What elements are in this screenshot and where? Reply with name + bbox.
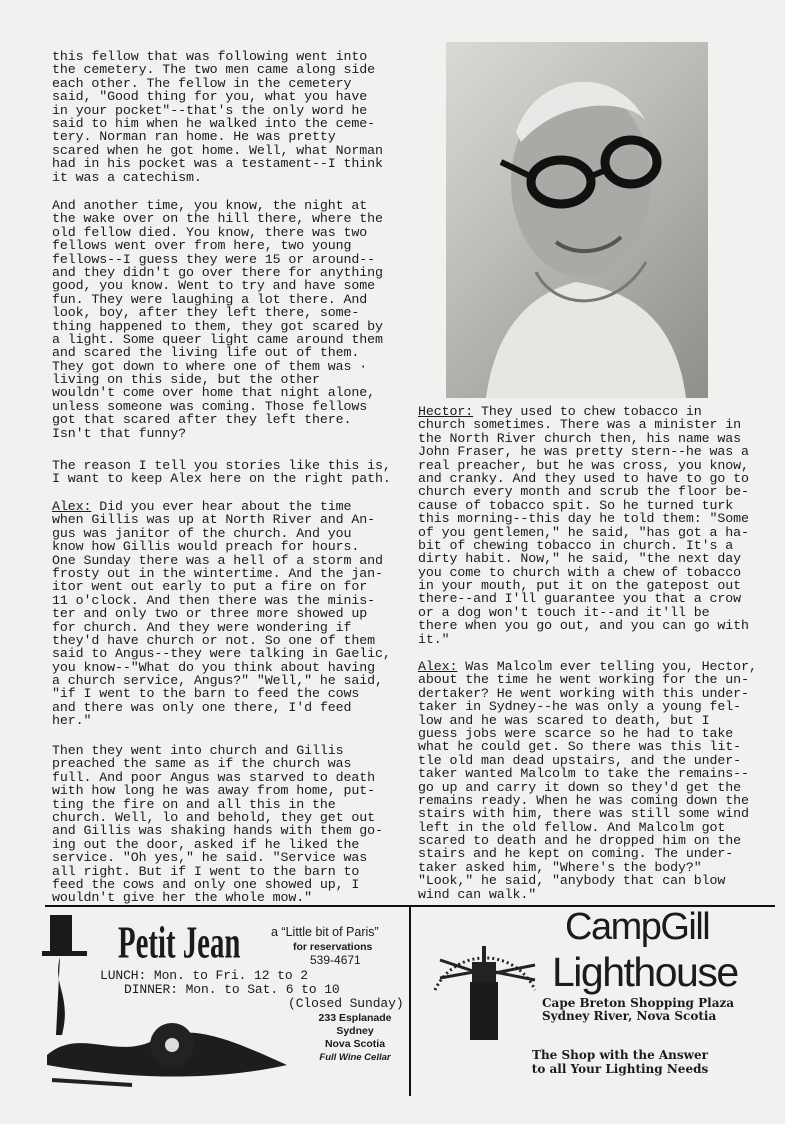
reservations-label: for reservations	[293, 941, 373, 953]
text-line	[418, 405, 749, 418]
portrait-illustration	[446, 42, 708, 398]
text-line: wouldn't come over home that night alone,	[52, 385, 376, 401]
text-line: a light. Some queer light came around them	[52, 331, 383, 347]
text-line: One Sunday there was a hell of a storm and	[52, 552, 383, 568]
paragraph	[52, 500, 391, 728]
text-line: and there was only one there, I'd feed	[52, 699, 352, 715]
text-line: preached the same as if the church was	[52, 756, 352, 772]
text-line: and Gillis was shaking hands with them go-	[52, 823, 383, 839]
text-line: frosty out in the wintertime. And the jan-	[52, 565, 383, 581]
text-line: wind can walk."	[418, 886, 537, 902]
text-line: They got down to where one of them was ·	[52, 358, 368, 374]
text-line: guess jobs were scarce so he had to take	[418, 725, 734, 741]
text-line: bit of chewing tobacco in church. It's a	[418, 537, 734, 553]
plaza: Cape Breton Shopping Plaza	[542, 996, 735, 1010]
text-line: dertaker? He went working with this under-	[418, 685, 749, 701]
text-line: go up and carry it down so they'd get the	[418, 779, 742, 795]
line-text: Was Malcolm ever telling you, Hector,	[457, 659, 757, 674]
text-line: what he could get. So there was this lit-	[418, 739, 742, 755]
text-line: the wake over on the hill there, where the	[52, 211, 383, 227]
tagline: a “Little bit of Paris”	[271, 925, 379, 939]
text-line: "if I went to the barn to feed the cows	[52, 686, 360, 702]
line-text: Did you ever hear about the time	[91, 499, 352, 514]
text-line: feed the cows and only one showed up, I	[52, 876, 360, 892]
text-line: "Look," he said, "anybody that can blow	[418, 873, 726, 889]
text-line: church every month and scrub the floor be-	[418, 484, 749, 500]
text-line: with how long he was away from home, put-	[52, 783, 376, 799]
portrait-photo	[446, 42, 708, 398]
text-line: the cemetery. The two men came along side	[52, 62, 376, 78]
text-line: Then they went into church and Gillis	[52, 743, 344, 758]
lunch-hours: LUNCH: Mon. to Fri. 12 to 2	[100, 968, 308, 983]
street-address: 233 Esplanade	[318, 1012, 392, 1024]
text-line: each other. The fellow in the cemetery	[52, 75, 352, 91]
text-line: a church service, Angus?" "Well," he said,	[52, 673, 383, 689]
text-line: her."	[52, 713, 92, 729]
paragraph	[52, 199, 383, 440]
text-line: cause of tobacco spit. So he turned turk	[418, 497, 734, 513]
text-line: service. "Oh yes," he said. "Service was	[52, 850, 368, 866]
text-line: real preacher, but he was cross, you know,	[418, 457, 749, 473]
text-line: tery. Norman ran home. He was pretty	[52, 129, 336, 145]
text-line: it was a catechism.	[52, 169, 202, 185]
text-line: taker in Sydney--he was only a young fel-	[418, 699, 742, 715]
text-line: 11 o'clock. And then there was the minis-	[52, 592, 376, 608]
petit-jean-logo: Petit Jean	[118, 917, 241, 968]
address-block	[300, 1012, 410, 1064]
paragraph	[52, 50, 383, 184]
text-line: Isn't that funny?	[52, 425, 186, 441]
text-line: had in his pocket was a testament--I think	[52, 156, 383, 172]
text-line: look, boy, after they left there, some-	[52, 305, 360, 321]
text-line: and they didn't go over there for anything	[52, 264, 383, 280]
text-line: the North River church then, his name was	[418, 430, 742, 446]
text-line: and cranky. And they used to have to go to	[418, 470, 749, 486]
text-line: taker wanted Malcolm to take the remains--	[418, 766, 749, 782]
text-line: fellows went over from here, two young	[52, 238, 352, 254]
paragraph	[418, 405, 749, 646]
text-line: it."	[418, 631, 450, 647]
speaker-label: Hector:	[418, 404, 474, 419]
text-line: scared to death and he dropped him on the	[418, 833, 742, 849]
text-line: left in the old fellow. And Malcolm got	[418, 819, 726, 835]
text-line: scared when he got home. Well, what Norman	[52, 142, 383, 158]
text-line: said to Angus--they were talking in Gaelic,	[52, 646, 391, 662]
location-block	[542, 997, 734, 1023]
text-line: this fellow that was following went into	[52, 49, 368, 64]
text-line: church sometimes. There was a minister in	[418, 417, 742, 433]
text-line: you come to church with a chew of tobacco	[418, 564, 742, 580]
text-line	[418, 660, 757, 673]
text-line: good, you know. Went to try and have some	[52, 278, 376, 294]
text-line: for church. And they were wondering if	[52, 619, 352, 635]
text-line: all right. But if I went to the barn to	[52, 863, 360, 879]
line-text: They used to chew tobacco in	[473, 404, 702, 419]
text-line: there--and I'll guarantee you that a crow	[418, 591, 742, 607]
text-line: know how Gillis would preach for hours.	[52, 539, 360, 555]
text-line: ter and only two or three more showed up	[52, 606, 368, 622]
text-line: thing happened to them, they got scared by	[52, 318, 383, 334]
campgill-name: CampGill	[565, 906, 710, 948]
text-line: you know--"What do you think about having	[52, 659, 376, 675]
dinner-hours: DINNER: Mon. to Sat. 6 to 10	[124, 982, 340, 997]
text-line	[52, 500, 391, 513]
ad-divider-vertical	[409, 906, 411, 1096]
text-line: unless someone was coming. Those fellows	[52, 398, 368, 414]
text-line: ing out the door, asked if he liked the	[52, 836, 360, 852]
text-line: they'd have church or not. So one of them	[52, 632, 376, 648]
text-line: John Fraser, he was pretty stern--he was a	[418, 444, 749, 460]
text-line: got that scared after they left there.	[52, 412, 352, 428]
text-line: said to him when he walked into the ceme-	[52, 115, 376, 131]
wine-cellar-note: Full Wine Cellar	[319, 1052, 391, 1063]
text-line: this morning--this day he told them: "Some	[418, 511, 749, 527]
text-line: remains ready. When he was coming down the	[418, 792, 749, 808]
text-line: old fellow died. You know, there was two	[52, 224, 368, 240]
paragraph	[418, 660, 757, 901]
text-line: and scared the living life out of them.	[52, 345, 360, 361]
text-line: of you gentlemen," he said, "has got a ha-	[418, 524, 749, 540]
paragraph	[52, 459, 391, 486]
closed-note: (Closed Sunday)	[288, 996, 404, 1011]
slogan-line-2: to all Your Lighting Needs	[531, 1062, 709, 1076]
city: Sydney	[336, 1025, 374, 1037]
province: Nova Scotia	[324, 1038, 386, 1050]
paragraph	[52, 744, 383, 905]
slogan	[500, 1048, 740, 1076]
text-line: stairs and he kept on coming. The under-	[418, 846, 734, 862]
text-line: living on this side, but the other	[52, 372, 320, 388]
text-line: I want to keep Alex here on the right path.	[52, 471, 391, 487]
text-line: ting the fire on and all this in the	[52, 796, 336, 812]
text-line: And another time, you know, the night at	[52, 198, 368, 213]
text-line: fun. They were laughing a lot there. And	[52, 291, 368, 307]
text-line: itor went out early to put a fire on for	[52, 579, 368, 595]
text-line: in your pocket"--that's the only word he	[52, 102, 368, 118]
text-line: said, "Good thing for you, what you have	[52, 89, 368, 105]
text-line: or a dog won't touch it--and it'll be	[418, 604, 710, 620]
text-line: in your mouth, put it on the gatepost out	[418, 578, 742, 594]
text-line: The reason I tell you stories like this is,	[52, 458, 391, 473]
text-line: dirty habit. Now," he said, "the next day	[418, 551, 742, 567]
phone-number: 539-4671	[310, 953, 361, 967]
text-line: wouldn't give her the whole mow."	[52, 890, 313, 906]
text-line: full. And poor Angus was starved to death	[52, 769, 376, 785]
text-line: church. Well, lo and behold, they get out	[52, 809, 376, 825]
lighthouse-icon	[430, 940, 545, 1050]
speaker-label: Alex:	[418, 659, 458, 674]
text-line: tle old man dead upstairs, and the under-	[418, 752, 742, 768]
text-line: fellows--I guess they were 15 or around--	[52, 251, 376, 267]
slogan-line-1: The Shop with the Answer	[532, 1048, 708, 1062]
text-line: there when you go out, and you can go with	[418, 618, 749, 634]
text-line: stairs with him, there was still some wind	[418, 806, 749, 822]
town: Sydney River, Nova Scotia	[542, 1009, 717, 1023]
speaker-label: Alex:	[52, 499, 92, 514]
text-line: gus was janitor of the church. And you	[52, 525, 352, 541]
text-line: low and he was scared to death, but I	[418, 712, 710, 728]
text-line: taker asked him, "Where's the body?"	[418, 859, 702, 875]
text-line: about the time he went working for the un-	[418, 672, 749, 688]
text-line: when Gillis was up at North River and An-	[52, 512, 376, 528]
lighthouse-name: Lighthouse	[552, 949, 738, 995]
